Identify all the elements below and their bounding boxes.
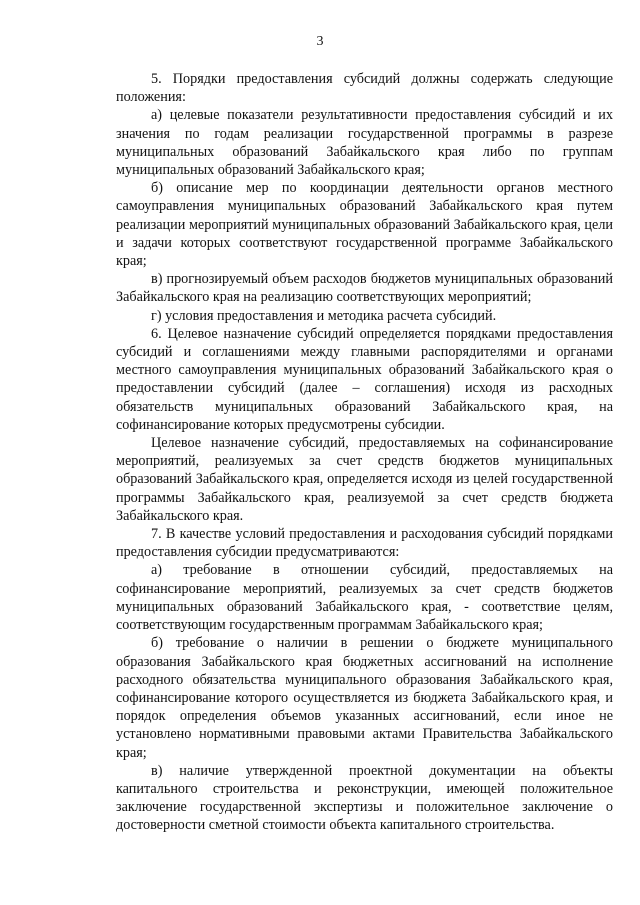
paragraph-5a: а) целевые показатели результативности предоставления субсидий и их значения по годам реализации государственной программы в разрезе муниципальных образований Забайкальского края либо по группам муниципальных образований Забайкальского края; (116, 107, 613, 179)
paragraph-7b: б) требование о наличии в решении о бюджете муниципального образования Забайкальского края бюджетных ассигнований на исполнение расходного обязательства муниципального образования Забайкальского края, софинансирование которого осуществляется из бюджета Забайкальского края, и порядок определения объемов указанных ассигнований, если иное не установлено нормативными правовыми актами Правительства Забайкальского края; (116, 635, 613, 761)
paragraph-5-intro: 5. Порядки предоставления субсидий должны содержать следующие положения: (116, 71, 613, 106)
paragraph-6-continued: Целевое назначение субсидий, предоставляемых на софинансирование мероприятий, реализуемых за счет средств бюджетов муниципальных образований Забайкальского края, определяется исходя из целей государственной программы Забайкальского края, реализуемой за счет средств бюджета Забайкальского края. (116, 435, 613, 524)
paragraph-5v: в) прогнозируемый объем расходов бюджетов муниципальных образований Забайкальского края на реализацию соответствующих мероприятий; (116, 271, 613, 306)
page-number: 3 (316, 34, 324, 49)
paragraph-5b: б) описание мер по координации деятельности органов местного самоуправления муниципальных образований Забайкальского края путем реализации мероприятий муниципальных образований Забайкальского края, цели и задачи которых соответствуют государственной программе Забайкальского края; (116, 180, 613, 270)
document-body (116, 70, 613, 835)
paragraph-6: 6. Целевое назначение субсидий определяется порядками предоставления субсидий и соглашениями между главными распорядителями и органами местного самоуправления муниципальных образований Забайкальского края о предоставлении субсидий (далее – соглашения) исходя из расходных обязательств муниципальных образований Забайкальского края, на софинансирование которых предусмотрены субсидии. (116, 325, 613, 433)
paragraph-5g: г) условия предоставления и методика расчета субсидий. (151, 307, 497, 324)
paragraph-7a: а) требование в отношении субсидий, предоставляемых на софинансирование мероприятий, реализуемых за счет средств бюджетов муниципальных образований Забайкальского края, - соответствие целям, соответствующим государственным программам Забайкальского края; (116, 562, 613, 634)
paragraph-7v: в) наличие утвержденной проектной документации на объекты капитального строительства и реконструкции, имеющей положительное заключение государственной экспертизы и положительное заключение о достоверности сметной стоимости объекта капитального строительства. (116, 762, 613, 834)
paragraph-7-intro: 7. В качестве условий предоставления и расходования субсидий порядками предоставления субсидии предусматриваются: (116, 526, 613, 561)
